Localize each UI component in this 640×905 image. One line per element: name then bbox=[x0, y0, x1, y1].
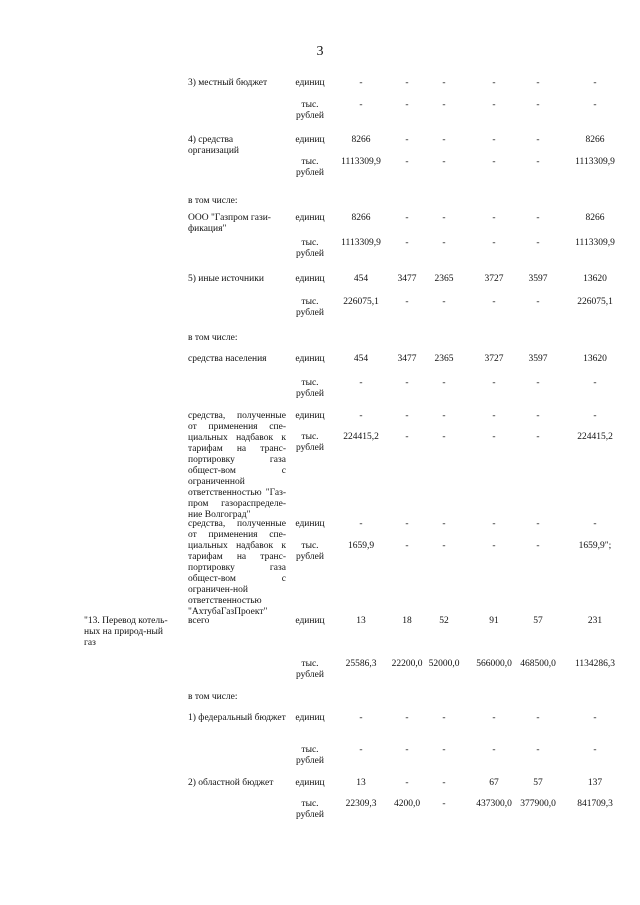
row-label: всего bbox=[188, 616, 210, 626]
value-cell: - bbox=[405, 157, 409, 167]
value-cell: - bbox=[359, 713, 363, 723]
value-cell: - bbox=[442, 799, 446, 809]
value-cell: 13 bbox=[356, 778, 366, 788]
value-cell: 52000,0 bbox=[428, 659, 460, 669]
value-cell: - bbox=[359, 519, 363, 529]
value-cell: 8266 bbox=[351, 213, 371, 223]
value-cell: - bbox=[405, 432, 409, 442]
value-cell: - bbox=[442, 778, 446, 788]
section-13-label: "13. Перевод котель-ных на природ-ный газ bbox=[84, 616, 168, 648]
value-cell: - bbox=[593, 745, 597, 755]
value-cell: - bbox=[442, 213, 446, 223]
value-cell: - bbox=[536, 213, 540, 223]
row-label: в том числе: bbox=[188, 196, 238, 206]
row-label: средства, полученные от применения спе-циальных надбавок к тарифам на транс-портировку газа общест-вом с ограниченной ответственностью "Газ-пром газораспределе-ние Волгоград" bbox=[188, 411, 286, 520]
value-cell: - bbox=[536, 519, 540, 529]
value-cell: 57 bbox=[533, 616, 543, 626]
value-cell: 3597 bbox=[528, 354, 548, 364]
value-cell: 1113309,9 bbox=[575, 157, 615, 167]
value-cell: - bbox=[405, 519, 409, 529]
row-label: 1) федеральный бюджет bbox=[188, 713, 286, 723]
value-cell: 566000,0 bbox=[476, 659, 512, 669]
value-cell: - bbox=[405, 378, 409, 388]
value-cell: - bbox=[492, 378, 496, 388]
row-label: средства, полученные от применения спе-циальных надбавок к тарифам на транс-портировку газа общест-вом с ограничен-ной ответственностью "АхтубаГазПроект" bbox=[188, 519, 286, 617]
value-cell: 231 bbox=[587, 616, 603, 626]
value-cell: - bbox=[536, 135, 540, 145]
value-cell: - bbox=[405, 411, 409, 421]
value-cell: 224415,2 bbox=[343, 432, 379, 442]
value-cell: - bbox=[536, 297, 540, 307]
value-cell: - bbox=[442, 713, 446, 723]
value-cell: - bbox=[359, 378, 363, 388]
unit-label: тыс. рублей bbox=[296, 238, 324, 259]
value-cell: - bbox=[442, 78, 446, 88]
unit-label: единиц bbox=[295, 616, 325, 626]
value-cell: 2365 bbox=[434, 354, 454, 364]
value-cell: - bbox=[536, 378, 540, 388]
value-cell: - bbox=[492, 411, 496, 421]
value-cell: - bbox=[536, 745, 540, 755]
row-label: 4) средства организаций bbox=[188, 135, 240, 156]
value-cell: - bbox=[492, 519, 496, 529]
value-cell: - bbox=[492, 135, 496, 145]
value-cell: - bbox=[442, 411, 446, 421]
value-cell: - bbox=[405, 713, 409, 723]
value-cell: 22200,0 bbox=[391, 659, 423, 669]
value-cell: - bbox=[536, 411, 540, 421]
value-cell: - bbox=[405, 100, 409, 110]
value-cell: 91 bbox=[489, 616, 499, 626]
value-cell: - bbox=[536, 157, 540, 167]
value-cell: 226075,1 bbox=[577, 297, 613, 307]
unit-label: единиц bbox=[295, 713, 325, 723]
value-cell: 1659,9 bbox=[347, 541, 375, 551]
value-cell: - bbox=[442, 297, 446, 307]
value-cell: - bbox=[492, 78, 496, 88]
row-label: 3) местный бюджет bbox=[188, 78, 268, 88]
value-cell: - bbox=[359, 78, 363, 88]
value-cell: - bbox=[442, 135, 446, 145]
value-cell: - bbox=[405, 745, 409, 755]
row-label: 2) областной бюджет bbox=[188, 778, 274, 788]
row-label: ООО "Газпром гази-фикация" bbox=[188, 213, 271, 234]
value-cell: - bbox=[593, 100, 597, 110]
value-cell: 8266 bbox=[351, 135, 371, 145]
unit-label: единиц bbox=[295, 778, 325, 788]
value-cell: 454 bbox=[353, 354, 369, 364]
value-cell: 13 bbox=[356, 616, 366, 626]
row-label: в том числе: bbox=[188, 692, 238, 702]
value-cell: 137 bbox=[587, 778, 603, 788]
value-cell: - bbox=[492, 213, 496, 223]
unit-label: единиц bbox=[295, 213, 325, 223]
unit-label: единиц bbox=[295, 354, 325, 364]
unit-label: тыс. рублей bbox=[296, 432, 324, 453]
unit-label: единиц bbox=[295, 78, 325, 88]
value-cell: 3727 bbox=[484, 274, 504, 284]
value-cell: 1113309,9 bbox=[341, 157, 381, 167]
value-cell: - bbox=[442, 745, 446, 755]
unit-label: тыс. рублей bbox=[296, 157, 324, 178]
value-cell: - bbox=[405, 541, 409, 551]
value-cell: 57 bbox=[533, 778, 543, 788]
value-cell: 8266 bbox=[585, 213, 605, 223]
value-cell: - bbox=[442, 378, 446, 388]
value-cell: - bbox=[492, 100, 496, 110]
value-cell: 377900,0 bbox=[520, 799, 556, 809]
value-cell: - bbox=[442, 519, 446, 529]
value-cell: - bbox=[536, 238, 540, 248]
value-cell: - bbox=[593, 519, 597, 529]
value-cell: - bbox=[492, 713, 496, 723]
value-cell: 52 bbox=[439, 616, 449, 626]
unit-label: единиц bbox=[295, 135, 325, 145]
value-cell: 841709,3 bbox=[577, 799, 613, 809]
value-cell: 226075,1 bbox=[343, 297, 379, 307]
value-cell: - bbox=[492, 541, 496, 551]
row-label: в том числе: bbox=[188, 333, 238, 343]
value-cell: - bbox=[536, 713, 540, 723]
unit-label: тыс. рублей bbox=[296, 541, 324, 562]
value-cell: - bbox=[405, 238, 409, 248]
value-cell: 454 bbox=[353, 274, 369, 284]
value-cell: 13620 bbox=[583, 354, 607, 364]
value-cell: - bbox=[405, 778, 409, 788]
value-cell: - bbox=[492, 432, 496, 442]
row-label: 5) иные источники bbox=[188, 274, 264, 284]
value-cell: - bbox=[492, 238, 496, 248]
value-cell: - bbox=[359, 411, 363, 421]
unit-label: тыс. рублей bbox=[296, 100, 324, 121]
value-cell: - bbox=[442, 157, 446, 167]
value-cell: - bbox=[442, 432, 446, 442]
value-cell: - bbox=[593, 78, 597, 88]
value-cell: - bbox=[593, 713, 597, 723]
value-cell: - bbox=[359, 745, 363, 755]
value-cell: 437300,0 bbox=[476, 799, 512, 809]
unit-label: тыс. рублей bbox=[296, 378, 324, 399]
unit-label: тыс. рублей bbox=[296, 745, 324, 766]
value-cell: - bbox=[359, 100, 363, 110]
value-cell: - bbox=[536, 78, 540, 88]
value-cell: 1659,9"; bbox=[578, 541, 612, 551]
value-cell: 1113309,9 bbox=[575, 238, 615, 248]
value-cell: 224415,2 bbox=[577, 432, 613, 442]
value-cell: - bbox=[442, 541, 446, 551]
value-cell: - bbox=[492, 745, 496, 755]
unit-label: тыс. рублей bbox=[296, 659, 324, 680]
value-cell: 3477 bbox=[397, 274, 417, 284]
value-cell: - bbox=[405, 78, 409, 88]
unit-label: тыс. рублей bbox=[296, 297, 324, 318]
value-cell: 2365 bbox=[434, 274, 454, 284]
value-cell: - bbox=[405, 297, 409, 307]
value-cell: 1134286,3 bbox=[574, 659, 616, 669]
value-cell: 3727 bbox=[484, 354, 504, 364]
unit-label: единиц bbox=[295, 274, 325, 284]
value-cell: 18 bbox=[402, 616, 412, 626]
value-cell: 25586,3 bbox=[345, 659, 377, 669]
value-cell: - bbox=[492, 297, 496, 307]
page-number: 3 bbox=[316, 44, 324, 59]
value-cell: 4200,0 bbox=[393, 799, 421, 809]
value-cell: 3597 bbox=[528, 274, 548, 284]
unit-label: тыс. рублей bbox=[296, 799, 324, 820]
value-cell: 468500,0 bbox=[520, 659, 556, 669]
value-cell: - bbox=[442, 238, 446, 248]
value-cell: 22309,3 bbox=[345, 799, 377, 809]
value-cell: - bbox=[442, 100, 446, 110]
row-label: средства населения bbox=[188, 354, 267, 364]
value-cell: - bbox=[536, 541, 540, 551]
value-cell: - bbox=[405, 135, 409, 145]
value-cell: 8266 bbox=[585, 135, 605, 145]
value-cell: - bbox=[536, 100, 540, 110]
unit-label: единиц bbox=[295, 519, 325, 529]
value-cell: - bbox=[492, 157, 496, 167]
value-cell: 3477 bbox=[397, 354, 417, 364]
value-cell: - bbox=[536, 432, 540, 442]
value-cell: 1113309,9 bbox=[341, 238, 381, 248]
value-cell: - bbox=[593, 378, 597, 388]
value-cell: 13620 bbox=[583, 274, 607, 284]
value-cell: 67 bbox=[489, 778, 499, 788]
value-cell: - bbox=[593, 411, 597, 421]
unit-label: единиц bbox=[295, 411, 325, 421]
value-cell: - bbox=[405, 213, 409, 223]
